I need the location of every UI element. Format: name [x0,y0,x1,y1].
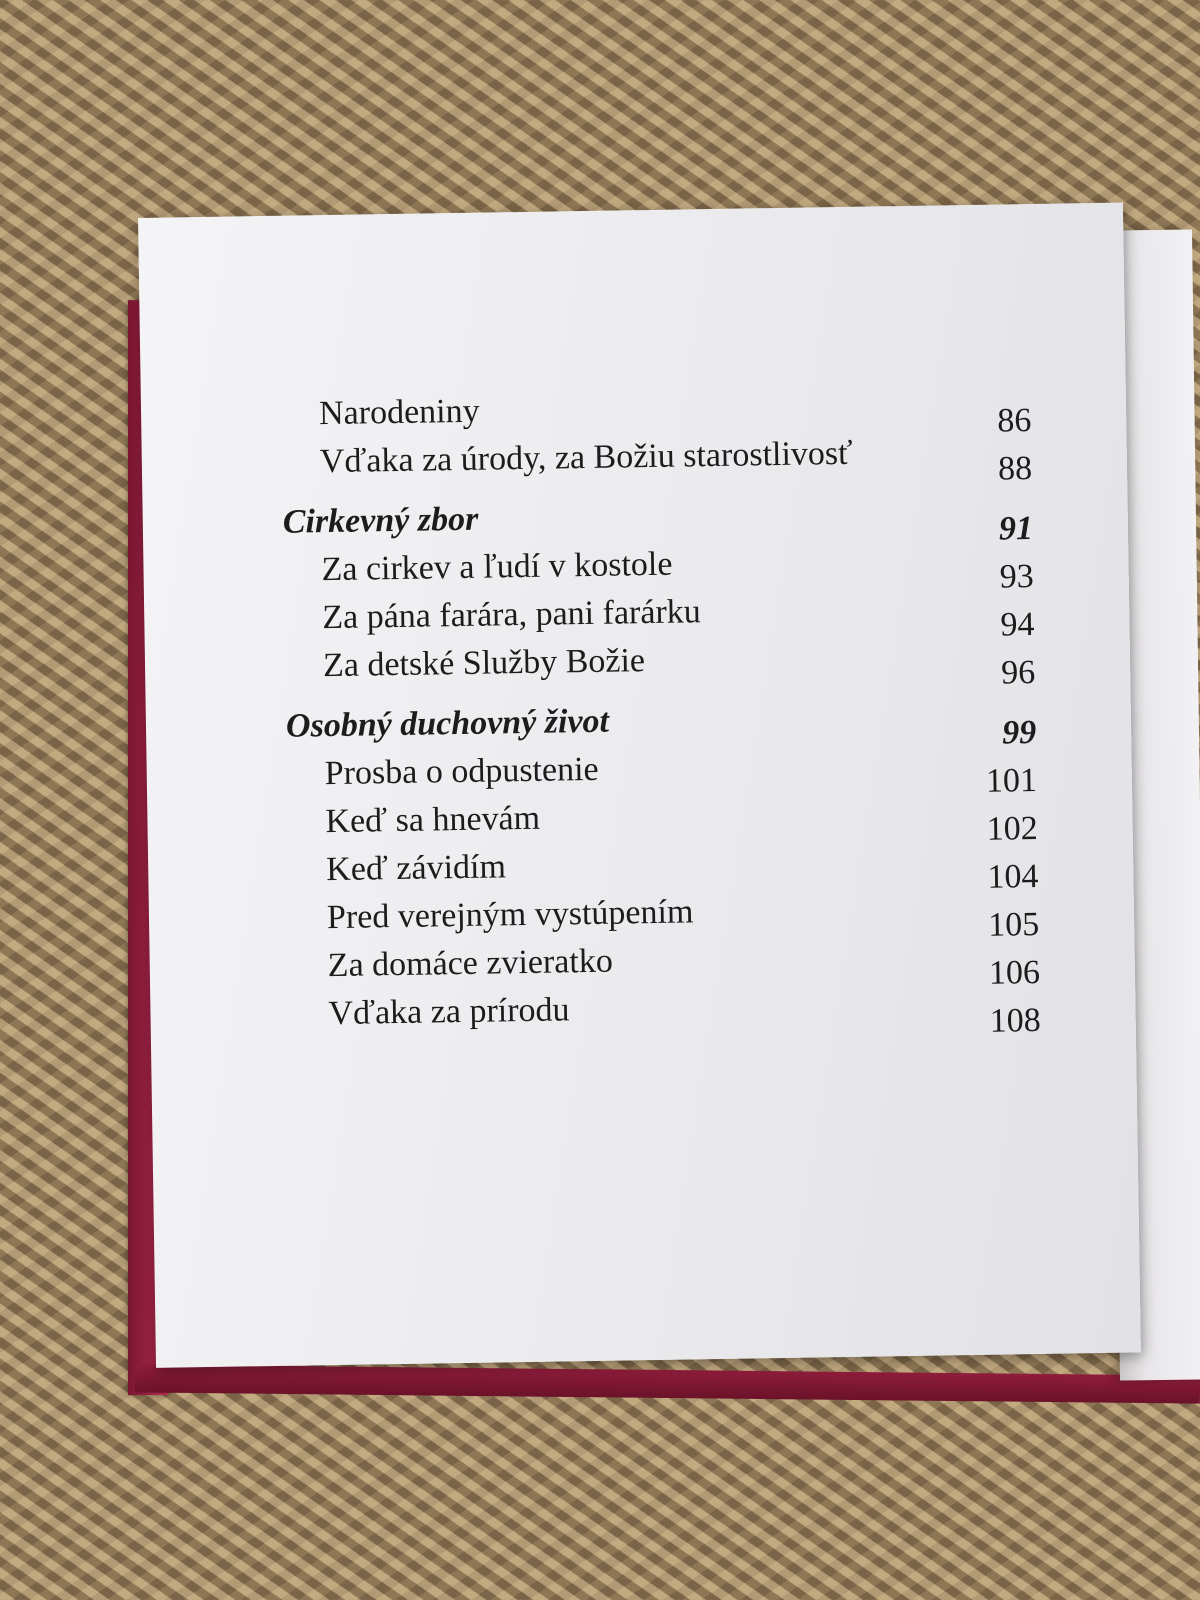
book-cover-bottom-edge [135,1364,1200,1403]
toc-entry-page: 101 [985,761,1038,800]
toc-entry-page: 108 [989,1001,1042,1040]
toc-entry-label: Prosba o odpustenie [324,750,599,793]
toc-entry-page: 94 [1000,605,1035,644]
toc-entry-label: Narodeniny [318,392,480,433]
toc-entry-page: 93 [999,557,1035,596]
toc-section-title: Osobný duchovný život [285,702,610,745]
toc-entry-label: Pred verejným vystúpením [326,893,694,937]
toc-entry-page: 96 [1000,653,1036,692]
toc-entry-page: 102 [986,809,1038,848]
toc-entry-page: 88 [997,449,1033,488]
toc-section-title: Cirkevný zbor [282,500,479,541]
toc-entry-label: Za cirkev a ľudí v kostole [321,545,673,589]
toc-entry-label: Vďaka za úrody, za Božiu starostlivosť [319,434,853,481]
toc-section-page: 91 [998,509,1034,548]
toc-entry-page: 105 [987,905,1040,944]
toc-entry-label: Za pána farára, pani farárku [322,593,702,637]
toc-entry-label: Keď závidím [325,848,507,889]
toc-entry-label: Za domáce zvieratko [327,942,614,985]
toc-entry-label: Vďaka za prírodu [328,991,570,1033]
table-of-contents [271,379,1041,1039]
toc-section-page: 99 [1001,713,1037,752]
toc-entry-label: Za detské Služby Božie [322,642,646,685]
toc-entry-page: 106 [988,953,1041,992]
book-page [138,203,1141,1368]
toc-entry-page: 104 [987,857,1039,896]
toc-entry-page: 86 [997,401,1032,440]
toc-entry-label: Keď sa hnevám [325,799,541,841]
